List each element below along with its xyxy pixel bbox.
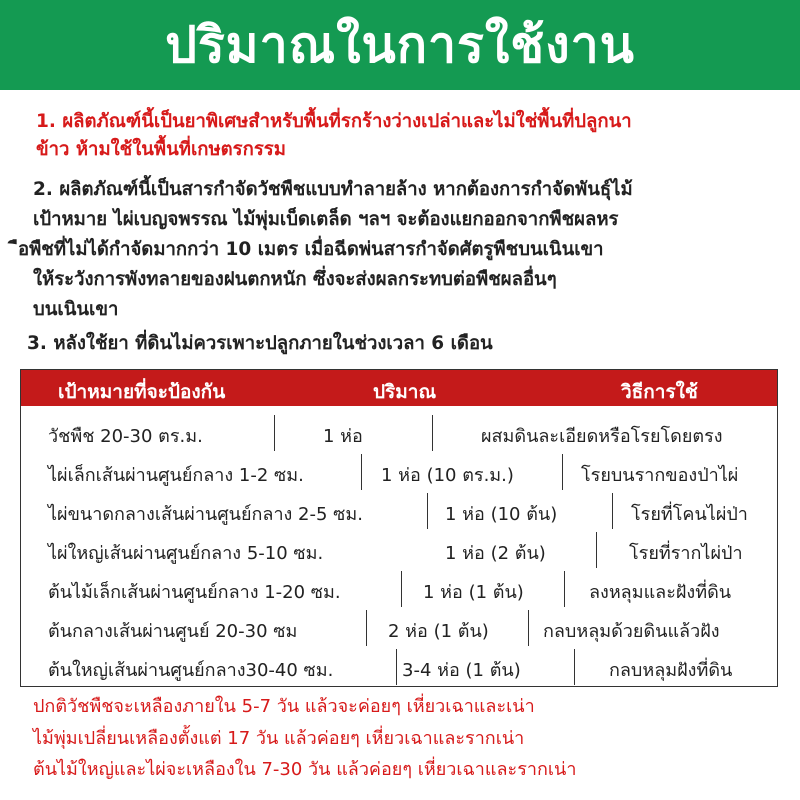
cell-amount: 1 ห่อ (323, 426, 363, 447)
note-2-line-1: 2. ผลิตภัณฑ์นี้เป็นสารกำจัดวัชพืชแบบทำลายล้าง หากต้องการกำจัดพันธุ์ไม้ (33, 179, 633, 200)
note-1-line-2: ข้าว ห้ามใช้ในพื้นที่เกษตรกรรม (36, 139, 286, 160)
column-divider (564, 571, 565, 607)
table-row (21, 413, 777, 451)
note-2-line-4: ให้ระวังการพังทลายของฝนตกหนัก ซึ่งจะส่งผลกระทบต่อพืชผลอื่นๆ (33, 269, 557, 290)
table-row (21, 569, 777, 607)
column-divider (427, 493, 428, 529)
title-banner (0, 0, 800, 90)
cell-method: โรยบนรากของป่าไผ่ (581, 465, 739, 486)
cell-method: กลบหลุมฝังที่ดิน (609, 660, 733, 681)
header-method: วิธีการใช้ (621, 381, 698, 403)
column-divider (612, 493, 613, 529)
table-header (21, 370, 777, 406)
note-2-line-2: เป้าหมาย ไผ่เบญจพรรณ ไม้พุ่มเบ็ดเตล็ด ฯลฯ จะต้องแยกออกจากพืชผลหร (33, 209, 619, 230)
table-row (21, 491, 777, 529)
cell-target: ต้นกลางเส้นผ่านศูนย์ 20-30 ซม (48, 621, 298, 642)
footer-line-3: ต้นไม้ใหญ่และไผ่จะเหลืองใน 7-30 วัน แล้วค่อยๆ เหี่ยวเฉาและรากเน่า (33, 759, 577, 780)
note-3: 3. หลังใช้ยา ที่ดินไม่ควรเพาะปลูกภายในช่วงเวลา 6 เดือน (27, 333, 493, 354)
cell-target: ไผ่ใหญ่เส้นผ่านศูนย์กลาง 5-10 ซม. (48, 543, 324, 564)
column-divider (396, 649, 397, 685)
column-divider (366, 610, 367, 646)
cell-method: โรยที่โคนไผ่ป่า (631, 504, 748, 525)
note-2-line-5: บนเนินเขา (33, 299, 119, 320)
cell-method: ลงหลุมและฝังที่ดิน (589, 582, 732, 603)
cell-target: ต้นไม้เล็กเส้นผ่านศูนย์กลาง 1-20 ซม. (48, 582, 341, 603)
footer-line-2: ไม้พุ่มเปลี่ยนเหลืองตั้งแต่ 17 วัน แล้วค่อยๆ เหี่ยวเฉาและรากเน่า (33, 728, 525, 749)
cell-amount: 1 ห่อ (10 ตร.ม.) (381, 465, 514, 486)
cell-method: กลบหลุมด้วยดินแล้วฝัง (543, 621, 720, 642)
cell-amount: 3-4 ห่อ (1 ต้น) (402, 660, 521, 681)
cell-amount: 1 ห่อ (2 ต้น) (445, 543, 546, 564)
column-divider (562, 454, 563, 490)
column-divider (596, 532, 597, 568)
cell-amount: 1 ห่อ (10 ต้น) (445, 504, 558, 525)
column-divider (401, 571, 402, 607)
column-divider (361, 454, 362, 490)
footer-line-1: ปกติวัชพืชจะเหลืองภายใน 5-7 วัน แล้วจะค่อยๆ เหี่ยวเฉาและเน่า (33, 696, 535, 717)
dosage-table (20, 369, 778, 687)
cell-target: ต้นใหญ่เส้นผ่านศูนย์กลาง30-40 ซม. (48, 660, 334, 681)
column-divider (432, 415, 433, 451)
column-divider (574, 649, 575, 685)
header-target: เป้าหมายที่จะป้องกัน (58, 381, 226, 403)
cell-target: วัชพืช 20-30 ตร.ม. (48, 426, 203, 447)
column-divider (274, 415, 275, 451)
cell-target: ไผ่เล็กเส้นผ่านศูนย์กลาง 1-2 ซม. (48, 465, 304, 486)
cell-amount: 1 ห่อ (1 ต้น) (423, 582, 524, 603)
table-row (21, 608, 777, 646)
cell-method: ผสมดินละเอียดหรือโรยโดยตรง (481, 426, 723, 447)
note-1-line-1: 1. ผลิตภัณฑ์นี้เป็นยาพิเศษสำหรับพื้นที่รกร้างว่างเปล่าและไม่ใช่พื้นที่ปลูกนา (36, 111, 632, 132)
cell-method: โรยที่รากไผ่ป่า (629, 543, 743, 564)
table-row (21, 647, 777, 685)
cell-amount: 2 ห่อ (1 ต้น) (388, 621, 489, 642)
table-row (21, 452, 777, 490)
header-amount: ปริมาณ (373, 381, 437, 403)
column-divider (528, 610, 529, 646)
table-row (21, 530, 777, 568)
cell-target: ไผ่ขนาดกลางเส้นผ่านศูนย์กลาง 2-5 ซม. (48, 504, 363, 525)
page-title: ปริมาณในการใช้งาน (165, 15, 635, 74)
note-2-line-3: ือพืชที่ไม่ได้กำจัดมากกว่า 10 เมตร เมื่อฉีดพ่นสารกำจัดศัตรูพืชบนเนินเขา (18, 239, 604, 260)
